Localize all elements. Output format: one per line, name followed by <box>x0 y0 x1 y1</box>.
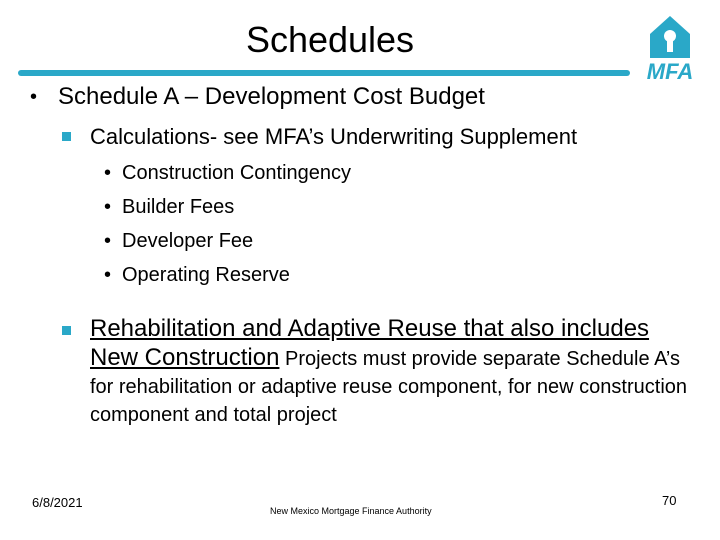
slide-title: Schedules <box>245 19 415 60</box>
list-item-text: Builder Fees <box>122 196 235 218</box>
square-bullet-icon <box>62 132 71 141</box>
list-marker: • <box>104 264 112 286</box>
list-marker: • <box>104 230 112 252</box>
logo-text: MFA <box>646 59 694 84</box>
sub-bullet-text: Calculations- see MFA’s Underwriting Supplement <box>90 124 578 149</box>
list-marker: • <box>104 196 112 218</box>
list-item-text: Developer Fee <box>122 230 254 252</box>
bullet-marker: • <box>30 86 38 108</box>
square-bullet-icon <box>62 326 71 335</box>
title-underline <box>18 70 630 76</box>
list-item-text: Operating Reserve <box>122 264 290 286</box>
footer-org: New Mexico Mortgage Finance Authority <box>270 506 432 516</box>
paragraph-text: Projects must provide separate Schedule A’s for rehabilitation or adaptive reuse component, for new construction component and total project <box>90 348 688 426</box>
footer-date: 6/8/2021 <box>32 495 83 510</box>
list-item-text: Construction Contingency <box>122 162 352 184</box>
page-number: 70 <box>662 493 677 508</box>
house-keyhole-icon <box>638 14 702 60</box>
sub-bullet-rehabilitation <box>90 315 700 429</box>
underlined-text: Rehabilitation and Adaptive Reuse that also includes New Construction <box>90 315 650 371</box>
bullet-text: Schedule A – Development Cost Budget <box>58 83 485 110</box>
list-marker: • <box>104 162 112 184</box>
